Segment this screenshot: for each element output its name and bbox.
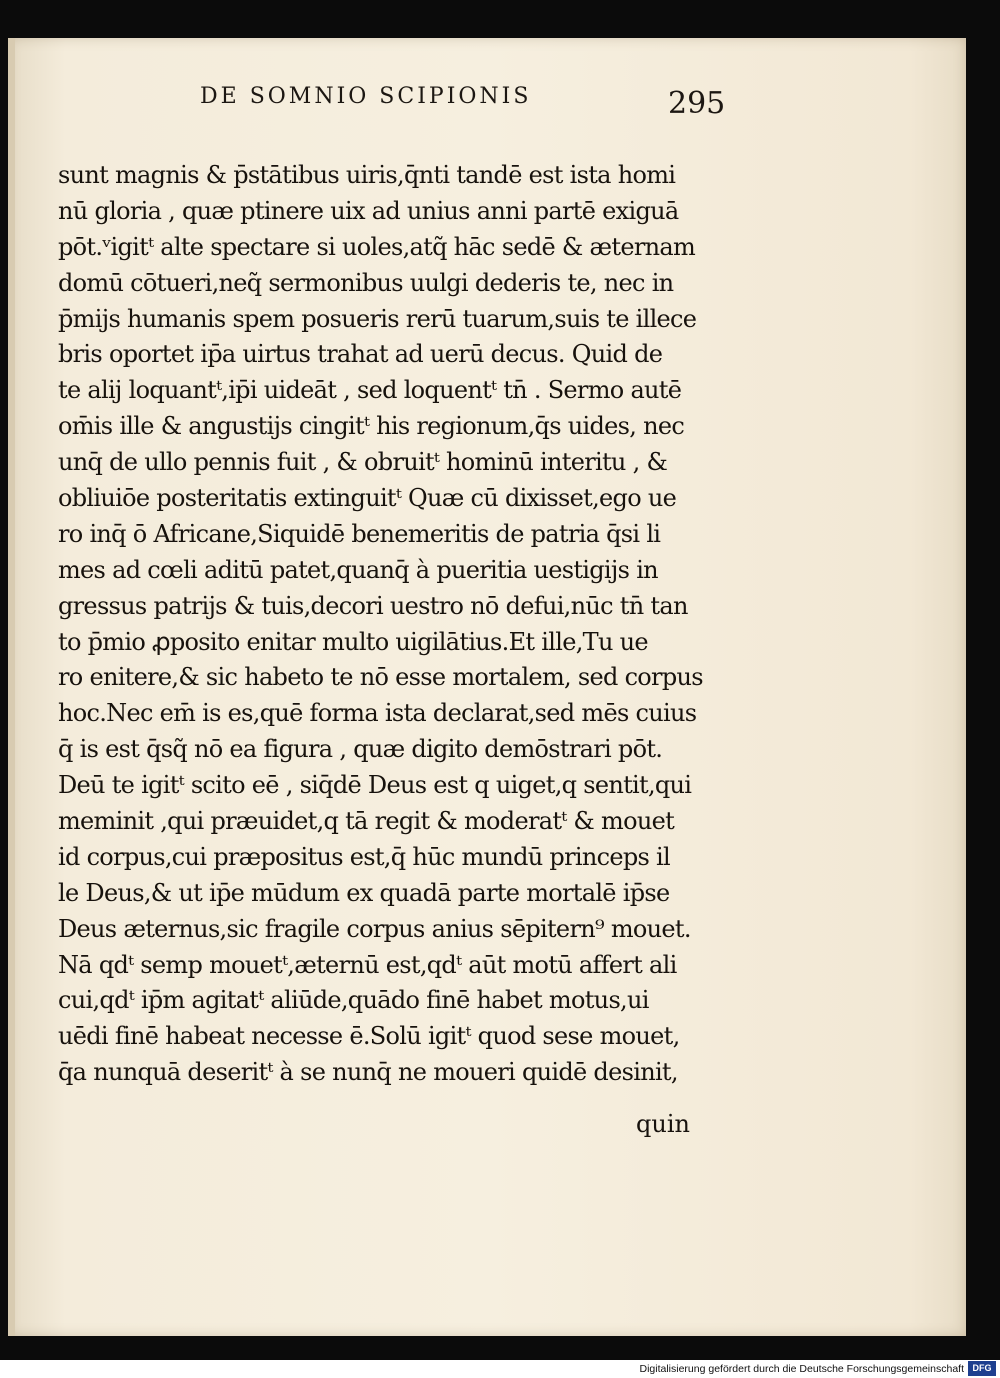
text-line: cui,qdᵗ ip̄m agitatᵗ aliūde,quādo finē habet motus,ui <box>58 986 649 1015</box>
text-block <box>58 158 708 1091</box>
text-line: q̄a nunquā deseritᵗ à se nunq̄ ne moueri quidē desinit, <box>58 1058 678 1087</box>
text-line: ro inq̄ ō Africane,Siquidē benemeritis de patria q̄si li <box>58 519 661 548</box>
dfg-logo: DFG <box>968 1361 996 1376</box>
catchword: quin <box>636 1110 690 1138</box>
folio-number: 295 <box>668 86 726 121</box>
running-head: DE SOMNIO SCIPIONIS <box>200 84 532 109</box>
text-line: ro enitere,& sic habeto te nō esse mortalem, sed corpus <box>58 663 703 692</box>
text-line: om̄is ille & angustijs cingitᵗ his regionum,q̄s uides, nec <box>58 412 685 441</box>
text-line: sunt magnis & p̄stātibus uiris,q̄nti tandē est ista homi <box>58 161 676 189</box>
text-line: pōt.ᵛigitᵗ alte spectare si uoles,atq̃ hāc sedē & æternam <box>58 232 696 261</box>
text-line: Deus æternus,sic fragile corpus anius sēpitern⁹ mouet. <box>58 914 691 943</box>
text-line: domū cōtueri,neq̃ sermonibus uulgi dederis te, nec in <box>58 268 674 297</box>
text-line: bris oportet ip̄a uirtus trahat ad uerū decus. Quid de <box>58 340 663 369</box>
text-line: q̄ is est q̄sq̃ nō ea figura , quæ digito demōstrari pōt. <box>58 735 663 764</box>
text-line: Nā qdᵗ semp mouetᵗ,æternū est,qdᵗ aūt motū affert ali <box>58 950 677 979</box>
text-line: obliuiōe posteritatis extinguitᵗ Quæ cū dixisset,ego ue <box>58 484 677 513</box>
text-line: to p̄mio ꝓposito enitar multo uigilātius.Et ille,Tu ue <box>58 627 648 656</box>
text-line: uēdi finē habeat necesse ē.Solū igitᵗ quod sese mouet, <box>58 1022 680 1051</box>
text-line: gressus patrijs & tuis,decori uestro nō defui,nūc tn̄ tan <box>58 591 688 620</box>
text-line: mes ad cœli aditū patet,quanq̄ à pueritia uestigijs in <box>58 555 658 584</box>
text-line: Deū te igitᵗ scito eē , siq̄dē Deus est q uiget,q sentit,qui <box>58 771 692 800</box>
text-line: hoc.Nec em̄ is es,quē forma ista declarat,sed mēs cuius <box>58 699 697 728</box>
text-line: unq̄ de ullo pennis fuit , & obruitᵗ hominū interitu , & <box>58 448 668 477</box>
text-line: meminit ,qui præuidet,q tā regit & moderatᵗ & mouet <box>58 807 675 836</box>
text-line: p̄mijs humanis spem posueris rerū tuarum,suis te illece <box>58 304 697 333</box>
page-gutter-edge <box>8 38 15 1336</box>
text-line: id corpus,cui præpositus est,q̄ hūc mundū princeps il <box>58 842 671 871</box>
funding-credit: Digitalisierung gefördert durch die Deutsche Forschungsgemeinschaft <box>639 1363 964 1375</box>
text-line: le Deus,& ut ip̄e mūdum ex quadā parte mortalē ip̄se <box>58 878 670 907</box>
text-line: te alij loquantᵗ,ip̄i uideāt , sed loquentᵗ tn̄ . Sermo autē <box>58 376 682 405</box>
text-line: nū gloria , quæ ptinere uix ad unius anni partē exiguā <box>58 196 679 225</box>
